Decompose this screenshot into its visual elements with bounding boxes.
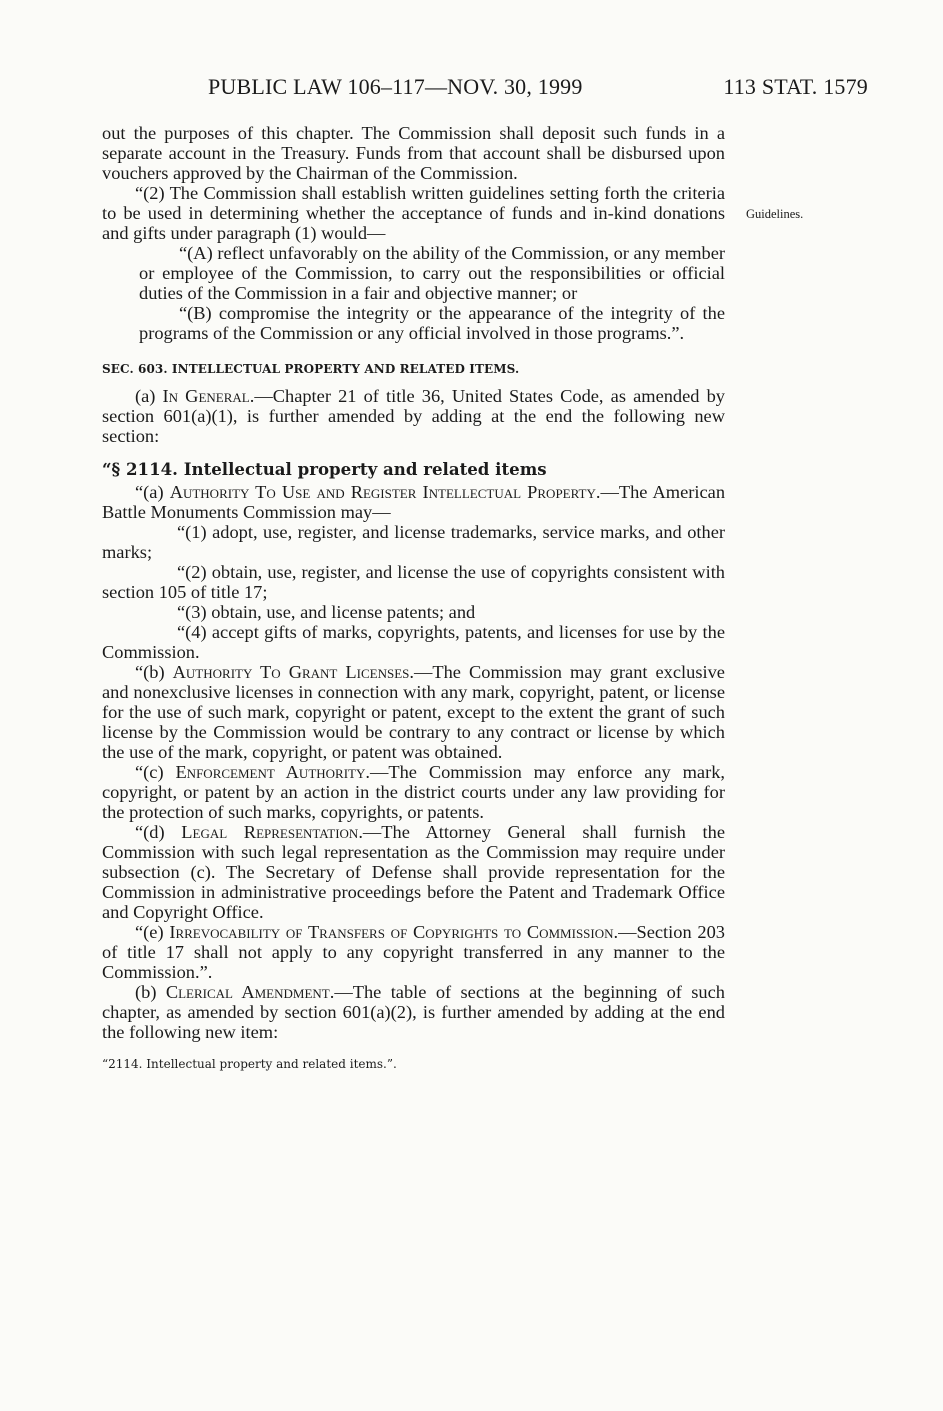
subsection-heading: Legal Representation <box>181 822 359 842</box>
list-item: “(3) obtain, use, and license patents; and <box>177 602 476 622</box>
list-item: “(1) adopt, use, register, and license trademarks, service marks, and other marks; <box>102 522 725 562</box>
paragraph: (b) Clerical Amendment.—The table of sections at the beginning of such chapter, as amended by section 601(a)(2), is further amended by adding at the end the following new item: <box>102 982 725 1042</box>
paragraph: “(2) The Commission shall establish written guidelines setting forth the criteria to be used in determining whether the acceptance of funds and in-kind donations and gifts under paragraph (1) would— <box>102 183 725 243</box>
subsection-heading: Enforcement Authority <box>175 762 366 782</box>
header-stat-page: 113 STAT. 1579 <box>723 74 868 99</box>
paragraph: “(b) Authority To Grant Licenses.—The Commission may grant exclusive and nonexclusive licenses in connection with any mark, copyright, patent, or license for the use of such mark, copyright or patent, except to the extent the grant of such license by the Commission would be contrary to any contract or license by which the use of the mark, copyright, or patent was obtained. <box>102 662 725 762</box>
section-heading: SEC. 603. INTELLECTUAL PROPERTY AND RELATED ITEMS. <box>102 362 520 376</box>
list-item: “(2) obtain, use, register, and license the use of copyrights consistent with section 105 of title 17; <box>102 562 725 602</box>
paragraph: “(B) compromise the integrity or the appearance of the integrity of the programs of the Commission or any official involved in those programs.”. <box>139 303 725 343</box>
paragraph: “(e) Irrevocability of Transfers of Copyrights to Commission.—Section 203 of title 17 shall not apply to any copyright transferred in any manner to the Commission.”. <box>102 922 725 982</box>
header-title: PUBLIC LAW 106–117—NOV. 30, 1999 <box>208 74 583 99</box>
paragraph: “(a) Authority To Use and Register Intellectual Property.—The American Battle Monuments Commission may— <box>102 482 726 522</box>
subsection-heading: Irrevocability of Transfers of Copyrights to Commission <box>169 922 614 942</box>
paragraph: “(c) Enforcement Authority.—The Commission may enforce any mark, copyright, or patent by an action in the district courts under any law providing for the protection of such marks, copyrights, or patents. <box>102 762 726 822</box>
subsection-heading: Clerical Amendment <box>165 982 330 1002</box>
list-item: “(4) accept gifts of marks, copyrights, patents, and licenses for use by the Commission. <box>102 622 725 662</box>
subsection-heading: Authority To Grant Licenses <box>172 662 410 682</box>
paragraph: “(A) reflect unfavorably on the ability of the Commission, or any member or employee of the Commission, to carry out the responsibilities or official duties of the Commission in a fair and objective manner; or <box>139 243 725 303</box>
paragraph: (a) In General.—Chapter 21 of title 36, United States Code, as amended by section 601(a)(1), is further amended by adding at the end the following new section: <box>102 386 725 446</box>
subsection-heading: Authority To Use and Register Intellectual Property <box>169 482 596 502</box>
subsection-heading: In General <box>162 386 250 406</box>
table-of-sections-item: “2114. Intellectual property and related items.”. <box>102 1057 397 1071</box>
paragraph: out the purposes of this chapter. The Commission shall deposit such funds in a separate account in the Treasury. Funds from that account shall be disbursed upon vouchers approved by the Chairman of the Commission. <box>102 123 725 183</box>
margin-note: Guidelines. <box>746 207 804 221</box>
section-2114-heading: “§ 2114. Intellectual property and related items <box>102 459 547 479</box>
document-body <box>102 123 725 1074</box>
paragraph: “(d) Legal Representation.—The Attorney General shall furnish the Commission with such legal representation as the Commission may require under subsection (c). The Secretary of Defense shall provide representation for the Commission in administrative proceedings before the Patent and Trademark Office and Copyright Office. <box>102 822 725 922</box>
